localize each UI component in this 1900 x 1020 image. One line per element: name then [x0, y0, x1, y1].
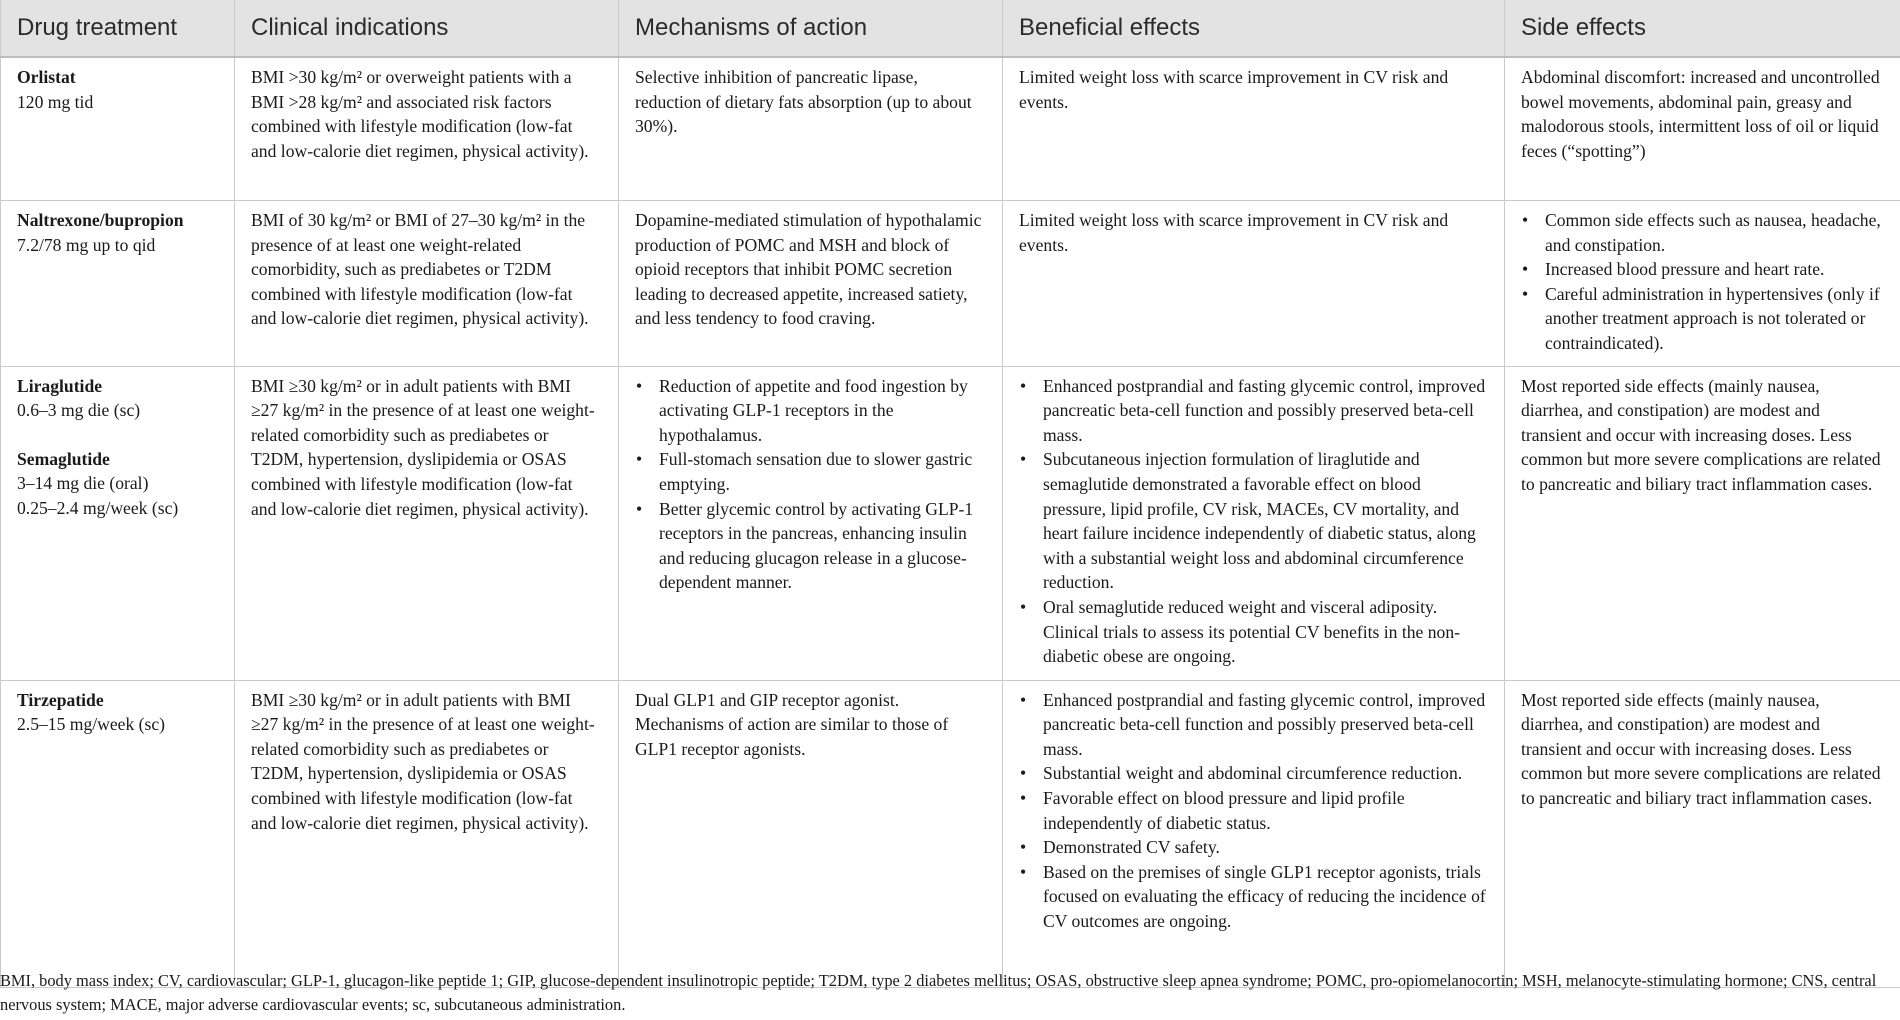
- clinical-indications-cell: BMI >30 kg/m² or overweight patients with a BMI >28 kg/m² and associated risk factors combined with lifestyle modification (low-fat and low-calorie diet regimen, physical activity).: [235, 57, 619, 201]
- table-row: [1, 57, 1900, 201]
- list-item-text: Increased blood pressure and heart rate.: [1545, 259, 1825, 280]
- list-item: [1522, 208, 1884, 257]
- side-effects-cell: Most reported side effects (mainly nausea, diarrhea, and constipation) are modest and transient and occur with increasing doses. Less common but more severe complications are related to pancreatic and biliary tract inflammation cases.: [1505, 680, 1900, 987]
- list-item: [1020, 786, 1488, 835]
- mechanisms-cell: Dual GLP1 and GIP receptor agonist. Mechanisms of action are similar to those of GLP1 receptor agonists.: [619, 680, 1003, 987]
- drug-treatment-cell: [1, 680, 235, 987]
- table-row: [1, 366, 1900, 680]
- list-item: [1020, 835, 1488, 860]
- mechanisms-cell: Selective inhibition of pancreatic lipase, reduction of dietary fats absorption (up to about 30%).: [619, 57, 1003, 201]
- drug-dose: 7.2/78 mg up to qid: [17, 234, 156, 255]
- list-item: [1020, 688, 1488, 762]
- list-item-text: Careful administration in hypertensives (only if another treatment approach is not tolerated or contraindicated).: [1545, 283, 1880, 353]
- drug-treatment-cell: [1, 201, 235, 367]
- header-drug-treatment: Drug treatment: [1, 0, 235, 57]
- bullet-icon: •: [636, 498, 643, 519]
- drug-treatment-cell: [1, 366, 235, 680]
- benefits-cell: [1003, 366, 1505, 680]
- benefits-cell: Limited weight loss with scarce improvement in CV risk and events.: [1003, 57, 1505, 201]
- clinical-indications-cell: BMI of 30 kg/m² or BMI of 27–30 kg/m² in the presence of at least one weight-related comorbidity, such as prediabetes or T2DM combined with lifestyle modification (low-fat and low-calorie diet regimen, physical activity).: [235, 201, 619, 367]
- list-item: [1020, 447, 1488, 595]
- drug-name: Tirzepatide: [17, 689, 104, 710]
- side-effects-list: [1521, 208, 1884, 356]
- drug-dose: 0.6–3 mg die (sc): [17, 400, 141, 421]
- mechanisms-cell: Dopamine-mediated stimulation of hypothalamic production of POMC and MSH and block of opioid receptors that inhibit POMC secretion leading to decreased appetite, increased satiety, and less tendency to food craving.: [619, 201, 1003, 367]
- drug-name: Semaglutide: [17, 448, 110, 469]
- spacer: [17, 423, 218, 447]
- bullet-icon: •: [1020, 787, 1027, 808]
- drug-treatment-cell: [1, 57, 235, 201]
- drug-dose: 120 mg tid: [17, 91, 94, 112]
- bullet-icon: •: [636, 375, 643, 396]
- bullet-icon: •: [1020, 449, 1027, 470]
- list-item-text: Subcutaneous injection formulation of liraglutide and semaglutide demonstrated a favorable effect on blood pressure, lipid profile, CV risk, MACEs, CV mortality, and heart failure incidence independently of diabetic status, along with a substantial weight loss and abdominal circumference reduction.: [1043, 449, 1476, 593]
- bullet-icon: •: [1020, 689, 1027, 710]
- header-clinical-indications: Clinical indications: [235, 0, 619, 57]
- table-row: [1, 680, 1900, 987]
- list-item: [1020, 860, 1488, 934]
- list-item-text: Enhanced postprandial and fasting glycemic control, improved pancreatic beta-cell function and possibly preserved beta-cell mass.: [1043, 375, 1486, 445]
- drug-name: Liraglutide: [17, 375, 103, 396]
- bullet-icon: •: [1020, 763, 1027, 784]
- list-item-text: Substantial weight and abdominal circumference reduction.: [1043, 763, 1463, 784]
- bullet-icon: •: [1020, 837, 1027, 858]
- list-item-text: Demonstrated CV safety.: [1043, 837, 1220, 858]
- list-item-text: Better glycemic control by activating GLP-1 receptors in the pancreas, enhancing insulin and reducing glucagon release in a glucose-dependent manner.: [659, 498, 974, 593]
- list-item: [636, 374, 986, 448]
- benefits-list: [1019, 688, 1488, 934]
- drug-name: Naltrexone/bupropion: [17, 210, 184, 230]
- drug-dose: 2.5–15 mg/week (sc): [17, 714, 166, 735]
- bullet-icon: •: [1522, 259, 1529, 280]
- list-item: [1020, 761, 1488, 786]
- bullet-icon: •: [636, 449, 643, 470]
- header-beneficial-effects: Beneficial effects: [1003, 0, 1505, 57]
- benefits-cell: Limited weight loss with scarce improvement in CV risk and events.: [1003, 201, 1505, 367]
- drug-dose: 0.25–2.4 mg/week (sc): [17, 497, 179, 518]
- list-item: [1020, 595, 1488, 669]
- clinical-indications-cell: BMI ≥30 kg/m² or in adult patients with BMI ≥27 kg/m² in the presence of at least one weight-related comorbidity such as prediabetes or T2DM, hypertension, dyslipidemia or OSAS combined with lifestyle modification (low-fat and low-calorie diet regimen, physical activity).: [235, 680, 619, 987]
- drug-dose: 3–14 mg die (oral): [17, 473, 149, 494]
- list-item-text: Full-stomach sensation due to slower gastric emptying.: [659, 449, 973, 494]
- table-footnote: BMI, body mass index; CV, cardiovascular; GLP-1, glucagon-like peptide 1; GIP, glucose-dependent insulinotropic peptide; T2DM, type 2 diabetes mellitus; OSAS, obstructive sleep apnea syndrome; POMC, pro-opiomelanocortin; MSH, melanocyte-stimulating hormone; CNS, central nervous system; MACE, major adverse cardiovascular events; sc, subcutaneous administration.: [0, 971, 1877, 1014]
- table-row: [1, 201, 1900, 367]
- list-item-text: Common side effects such as nausea, headache, and constipation.: [1545, 210, 1881, 255]
- bullet-icon: •: [1020, 596, 1027, 617]
- benefits-list: [1019, 374, 1488, 669]
- list-item: [1522, 282, 1884, 356]
- header-mechanisms-of-action: Mechanisms of action: [619, 0, 1003, 57]
- benefits-cell: [1003, 680, 1505, 987]
- table-header-row: [1, 0, 1900, 57]
- list-item-text: Oral semaglutide reduced weight and visceral adiposity. Clinical trials to assess its potential CV benefits in the non-diabetic obese are ongoing.: [1043, 596, 1460, 667]
- bullet-icon: •: [1020, 861, 1027, 882]
- drug-name: Orlistat: [17, 67, 76, 87]
- list-item-text: Favorable effect on blood pressure and lipid profile independently of diabetic status.: [1043, 787, 1405, 833]
- side-effects-cell: Most reported side effects (mainly nausea, diarrhea, and constipation) are modest and transient and occur with increasing doses. Less common but more severe complications are related to pancreatic and biliary tract inflammation cases.: [1505, 366, 1900, 680]
- list-item-text: Based on the premises of single GLP1 receptor agonists, trials focused on evaluating the efficacy of reducing the incidence of CV outcomes are ongoing.: [1043, 861, 1486, 931]
- bullet-icon: •: [1020, 375, 1027, 396]
- mechanisms-cell: [619, 366, 1003, 680]
- list-item: [1020, 374, 1488, 448]
- clinical-indications-cell: BMI ≥30 kg/m² or in adult patients with BMI ≥27 kg/m² in the presence of at least one weight-related comorbidity such as prediabetes or T2DM, hypertension, dyslipidemia or OSAS combined with lifestyle modification (low-fat and low-calorie diet regimen, physical activity).: [235, 366, 619, 680]
- list-item: [636, 447, 986, 496]
- list-item: [636, 497, 986, 595]
- side-effects-cell: Abdominal discomfort: increased and uncontrolled bowel movements, abdominal pain, greasy and malodorous stools, intermittent loss of oil or liquid feces (“spotting”): [1505, 57, 1900, 201]
- header-side-effects: Side effects: [1505, 0, 1900, 57]
- list-item: [1522, 257, 1884, 282]
- list-item-text: Enhanced postprandial and fasting glycemic control, improved pancreatic beta-cell function and possibly preserved beta-cell mass.: [1043, 689, 1486, 759]
- side-effects-cell: [1505, 201, 1900, 367]
- list-item-text: Reduction of appetite and food ingestion by activating GLP-1 receptors in the hypothalamus.: [659, 375, 968, 445]
- bullet-icon: •: [1522, 210, 1529, 230]
- bullet-icon: •: [1522, 283, 1529, 304]
- mechanisms-list: [635, 374, 986, 595]
